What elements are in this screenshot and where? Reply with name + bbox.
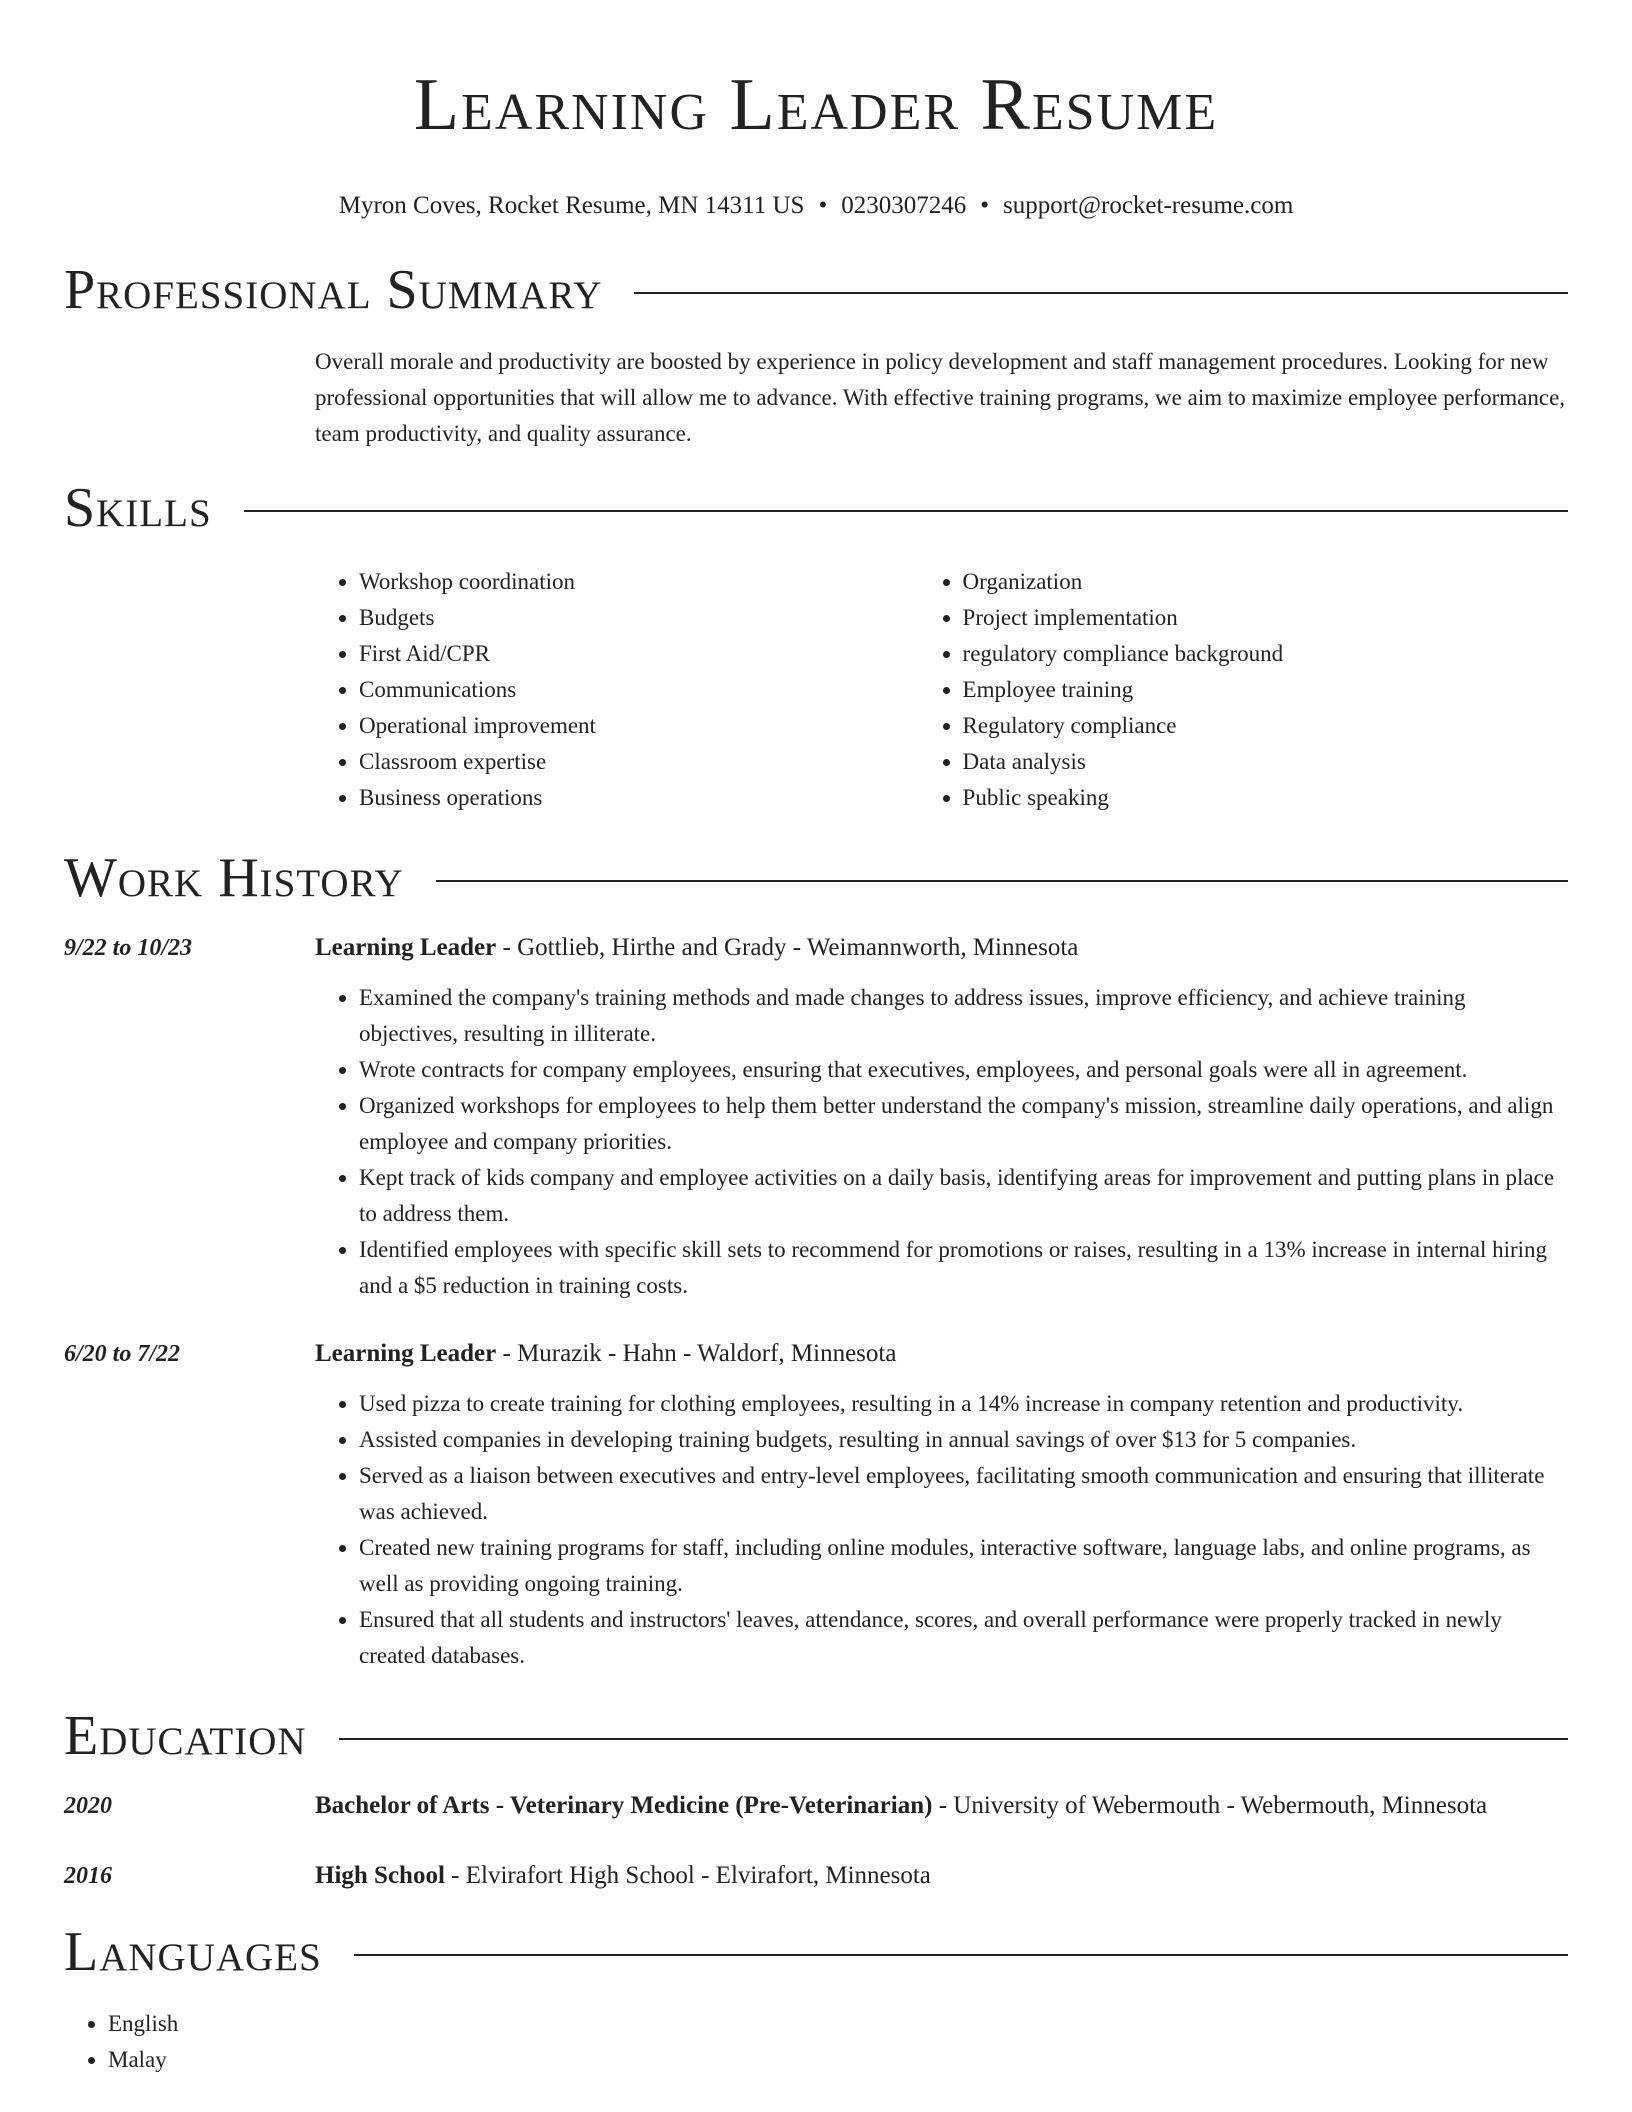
work-history-section xyxy=(64,842,1568,1674)
job-header xyxy=(315,1334,1568,1374)
contact-separator: • xyxy=(818,192,828,219)
languages-section xyxy=(64,1916,1568,2078)
job-bullet: • Served as a liaison between executives and entry-level employees, facilitating smooth communication and ensuring that illiterate was achieved. xyxy=(359,1458,1568,1530)
job-bullet: • Assisted companies in developing training budgets, resulting in annual savings of over $13 for 5 companies. xyxy=(359,1422,1568,1458)
education-section xyxy=(64,1700,1568,1896)
skills-columns xyxy=(315,564,1568,816)
education-body xyxy=(315,1856,1568,1896)
education-year: 2020 xyxy=(64,1793,112,1819)
section-divider xyxy=(339,1738,1568,1740)
summary-header xyxy=(64,254,1568,326)
education-school: - University of Webermouth - Webermouth, Minnesota xyxy=(932,1792,1488,1819)
summary-section xyxy=(64,254,1568,452)
job-bullets xyxy=(315,1386,1568,1674)
job-bullet: • Organized workshops for employees to help them better understand the company's mission, streamline daily operations, and align employee and company priorities. xyxy=(359,1088,1568,1160)
section-divider xyxy=(354,1954,1568,1956)
education-entry xyxy=(64,1786,1568,1826)
resume-page xyxy=(64,0,1568,2078)
contact-address: Myron Coves, Rocket Resume, MN 14311 US xyxy=(338,192,805,219)
section-divider xyxy=(244,510,1568,512)
language-item: • Malay xyxy=(108,2042,1568,2078)
education-degree: High School xyxy=(315,1862,445,1889)
job-bullet: • Ensured that all students and instructors' leaves, attendance, scores, and overall performance were properly tracked in newly created databases. xyxy=(359,1602,1568,1674)
skill-item: • Business operations xyxy=(359,780,919,816)
skill-item: • regulatory compliance background xyxy=(963,636,1568,672)
summary-heading: Professional Summary xyxy=(64,259,603,321)
contact-phone: 0230307246 xyxy=(841,192,967,219)
job-bullet: • Wrote contracts for company employees, ensuring that executives, employees, and personal goals were all in agreement. xyxy=(359,1052,1568,1088)
languages-header xyxy=(64,1916,1568,1988)
education-header xyxy=(64,1700,1568,1772)
job-dates: 9/22 to 10/23 xyxy=(64,935,193,961)
job-employer: - Murazik - Hahn - Waldorf, Minnesota xyxy=(496,1340,897,1367)
skill-item: • Workshop coordination xyxy=(359,564,919,600)
job-body xyxy=(315,928,1568,1304)
skill-item: • Communications xyxy=(359,672,919,708)
skill-item: • Data analysis xyxy=(963,744,1568,780)
job-entry xyxy=(64,928,1568,1304)
skills-heading: Skills xyxy=(64,477,212,539)
job-bullet: • Examined the company's training methods and made changes to address issues, improve efficiency, and achieve training objectives, resulting in illiterate. xyxy=(359,980,1568,1052)
job-entry xyxy=(64,1334,1568,1674)
education-entry xyxy=(64,1856,1568,1896)
skill-item: • First Aid/CPR xyxy=(359,636,919,672)
job-bullet: • Kept track of kids company and employee activities on a daily basis, identifying areas for improvement and putting plans in place to address them. xyxy=(359,1160,1568,1232)
education-header-line xyxy=(315,1786,1568,1826)
contact-email[interactable]: support@rocket-resume.com xyxy=(1002,192,1294,219)
skill-item: • Regulatory compliance xyxy=(963,708,1568,744)
job-title: Learning Leader xyxy=(315,1340,497,1367)
skill-item: • Project implementation xyxy=(963,600,1568,636)
education-heading: Education xyxy=(64,1705,307,1767)
education-header-line xyxy=(315,1856,1568,1896)
education-degree: Bachelor of Arts - Veterinary Medicine (Pre-Veterinarian) xyxy=(315,1792,933,1819)
job-header xyxy=(315,928,1568,968)
education-school: - Elvirafort High School - Elvirafort, Minnesota xyxy=(444,1862,931,1889)
section-divider xyxy=(436,880,1568,882)
skill-item: • Classroom expertise xyxy=(359,744,919,780)
job-bullet: • Identified employees with specific skill sets to recommend for promotions or raises, resulting in a 13% increase in internal hiring and a $5 reduction in training costs. xyxy=(359,1232,1568,1304)
resume-title: Learning Leader Resume xyxy=(413,64,1219,146)
education-year: 2016 xyxy=(64,1863,112,1889)
skill-item: • Operational improvement xyxy=(359,708,919,744)
section-divider xyxy=(634,292,1568,294)
job-bullets xyxy=(315,980,1568,1304)
skill-item: • Public speaking xyxy=(963,780,1568,816)
contact-separator: • xyxy=(980,192,989,219)
summary-text: Overall morale and productivity are boosted by experience in policy development and staff management procedures. Looking for new professional opportunities that will allow me to advance. With effective training programs, we aim to maximize employee performance, team productivity, and quality assurance. xyxy=(315,349,1566,446)
skill-item: • Employee training xyxy=(963,672,1568,708)
skill-item: • Budgets xyxy=(359,600,919,636)
job-bullet: • Created new training programs for staff, including online modules, interactive software, language labs, and online programs, as well as providing ongoing training. xyxy=(359,1530,1568,1602)
contact-line xyxy=(64,190,1568,222)
skills-section xyxy=(64,472,1568,816)
skills-header xyxy=(64,472,1568,544)
work-history-heading: Work History xyxy=(64,847,404,909)
job-body xyxy=(315,1334,1568,1674)
job-dates: 6/20 to 7/22 xyxy=(64,1341,181,1367)
education-body xyxy=(315,1786,1568,1826)
job-employer: - Gottlieb, Hirthe and Grady - Weimannworth, Minnesota xyxy=(496,934,1079,961)
skills-list-right xyxy=(919,564,1568,816)
languages-heading: Languages xyxy=(64,1921,322,1983)
skill-item: • Organization xyxy=(963,564,1568,600)
job-title: Learning Leader xyxy=(315,934,497,961)
job-bullet: • Used pizza to create training for clothing employees, resulting in a 14% increase in company retention and productivity. xyxy=(359,1386,1568,1422)
work-history-header xyxy=(64,842,1568,914)
languages-list xyxy=(64,2006,1568,2078)
language-item: • English xyxy=(108,2006,1568,2042)
skills-list-left xyxy=(315,564,919,816)
